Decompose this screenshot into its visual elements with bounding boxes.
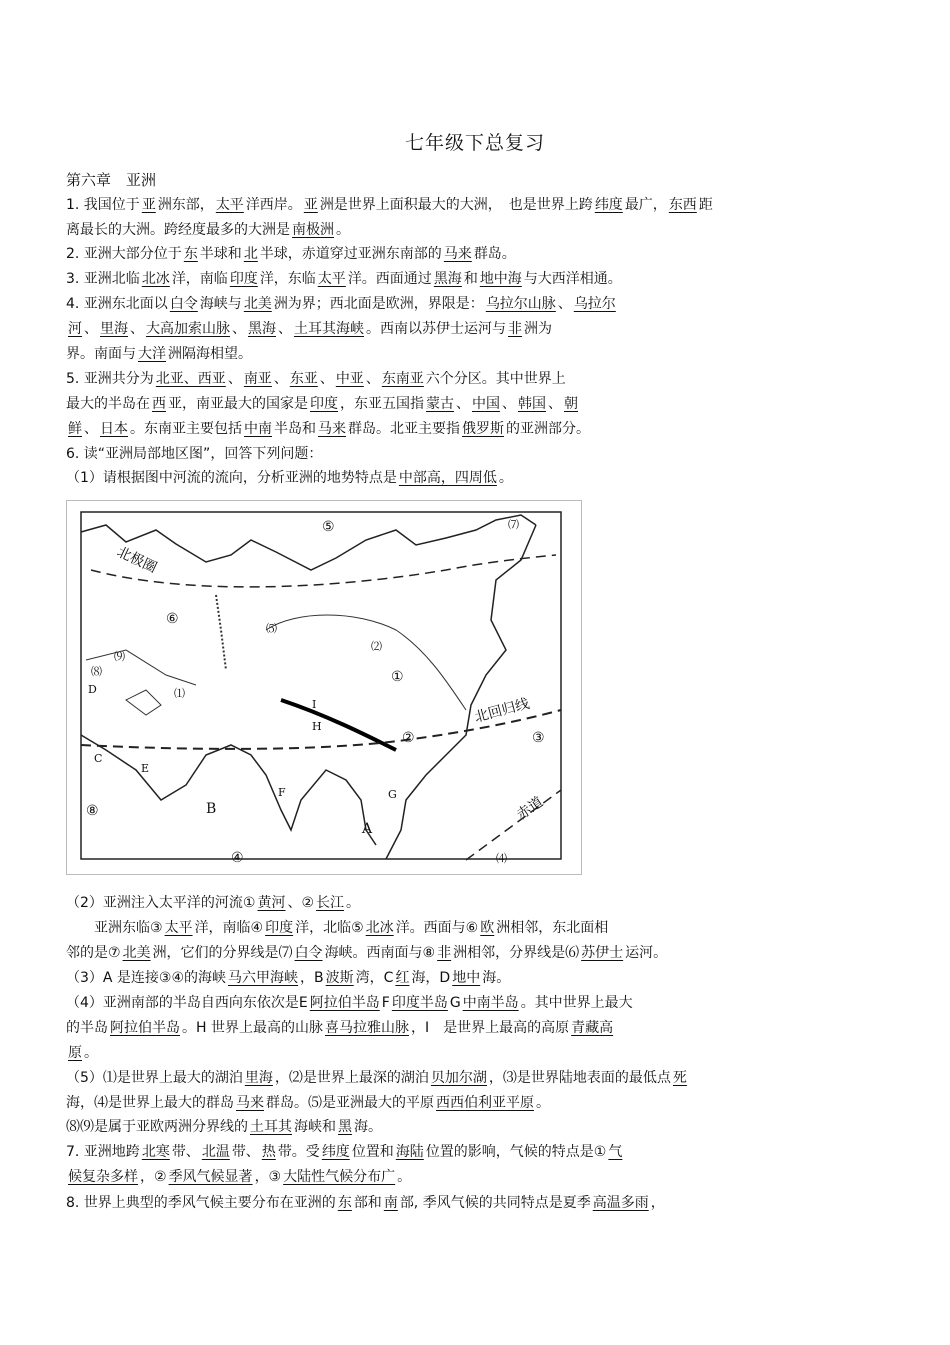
question-text: （4）亚洲南部的半岛自西向东依次是 (66, 995, 299, 1011)
question-text: （3）A 是连接③④的海峡 (66, 970, 227, 986)
answer-blank: 南亚 (243, 371, 272, 387)
question-line (66, 893, 884, 913)
question-text: （2）亚洲注入太平洋的河流① (66, 895, 256, 911)
question-text: 亚洲东临③ (66, 920, 163, 936)
answer-blank: 大高加索山脉 (146, 321, 230, 337)
answer-blank: 太平 (215, 197, 244, 213)
map-number: ⑧ (86, 803, 99, 819)
question-text: ，② (140, 1169, 167, 1185)
question-text: 位置和 (351, 1144, 394, 1160)
answer-blank: 高温多雨 (592, 1195, 649, 1211)
question-line (66, 294, 884, 314)
question-text: 、 (84, 321, 98, 337)
map-number: ③ (532, 730, 545, 746)
map-letter: A (362, 821, 373, 837)
question-text: 。 (84, 1045, 98, 1061)
question-line (66, 319, 884, 339)
answer-blank: 大陆性气候分布广 (283, 1169, 396, 1185)
question-text: 海。 (354, 1119, 382, 1135)
answer-blank: 地中海 (479, 271, 522, 287)
answer-blank: 土耳其 (250, 1119, 292, 1135)
question-text: 湾，C (355, 970, 394, 986)
question-text: 、 (319, 371, 334, 387)
map-letter: F (278, 786, 286, 799)
question-text: 洲是世界上面积最大的大洲， 也是世界上跨 (319, 197, 593, 213)
question-text: 2. 亚洲大部分位于 (66, 246, 182, 262)
answer-blank: 里海 (244, 1070, 273, 1086)
question-text: 的亚洲部分。 (506, 421, 590, 437)
question-line (66, 1093, 884, 1113)
question-text: 带。受 (277, 1144, 320, 1160)
question-line (66, 1018, 884, 1038)
question-text: 六个分区。其中世界上 (425, 371, 566, 387)
question-line (66, 968, 884, 988)
question-text: 洋，北临⑤ (295, 920, 364, 936)
question-line (66, 1117, 884, 1137)
question-text: ，③ (254, 1169, 282, 1185)
question-text: 、 (557, 296, 572, 312)
question-text: 洲相邻，分界线是⑹ (453, 945, 580, 961)
question-text: 洋，南临④ (194, 920, 264, 936)
question-text: 洲东部， (157, 197, 214, 213)
answer-blank: 河 (68, 321, 82, 337)
question-text: 、 (278, 321, 292, 337)
answer-blank: 印度 (310, 396, 338, 412)
answer-blank: 中南半岛 (462, 995, 519, 1011)
question-line (66, 1167, 884, 1187)
answer-blank: 南 (383, 1195, 398, 1211)
question-text: 、 (84, 421, 98, 437)
answer-blank: 季风气候显著 (168, 1169, 253, 1185)
map-letter: G (388, 788, 397, 801)
question-text: 、 (456, 396, 470, 412)
question-text: F (381, 995, 390, 1011)
question-line (66, 369, 884, 389)
answer-blank: 日本 (100, 421, 128, 437)
answer-blank: 里海 (100, 321, 128, 337)
question-text: 、② (287, 895, 315, 911)
answer-blank: 东亚 (289, 371, 318, 387)
answer-blank: 西 (152, 396, 166, 412)
question-text: 1. 我国位于 (66, 197, 140, 213)
question-text: 洋。西面与⑥ (395, 920, 479, 936)
answer-blank: 东 (183, 246, 198, 262)
answer-blank: 印度 (265, 920, 294, 936)
map-label-tropic: 北回归线 (472, 695, 532, 726)
answer-blank: 北寒 (141, 1144, 170, 1160)
question-text: 邻的是⑦ (66, 945, 121, 961)
answer-blank: 黑海 (433, 271, 462, 287)
answer-blank: 亚 (303, 197, 318, 213)
answer-blank: 原 (68, 1045, 82, 1061)
answer-blank: 喜马拉雅山脉 (324, 1020, 409, 1036)
question-text: 8. 世界上典型的季风气候主要分布在亚洲的 (66, 1195, 336, 1211)
answer-blank: 印度 (229, 271, 258, 287)
question-line (66, 394, 884, 414)
answer-blank: 北亚、西亚 (155, 371, 226, 387)
question-line (66, 468, 884, 488)
answer-blank: 土耳其海峡 (294, 321, 364, 337)
map-label-arctic-circle: 北极圈 (114, 544, 160, 577)
question-text: 半球，赤道穿过亚洲东南部的 (259, 246, 442, 262)
answer-blank: 热 (261, 1144, 276, 1160)
question-text: 、 (365, 371, 380, 387)
question-text: 海峡和 (294, 1119, 336, 1135)
question-text: 半球和 (199, 246, 242, 262)
map-letter: B (206, 801, 217, 817)
question-text: 4. 亚洲东北面以 (66, 296, 168, 312)
question-line (66, 444, 884, 464)
answer-blank: 欧 (480, 920, 495, 936)
answer-blank: 北冰 (141, 271, 170, 287)
answer-blank: 鲜 (68, 421, 82, 437)
question-text: 半岛和 (274, 421, 316, 437)
question-text: ， (650, 1195, 665, 1211)
question-text: 、 (227, 371, 242, 387)
map-number: ④ (231, 850, 244, 866)
answer-blank: 死 (672, 1070, 687, 1086)
question-text: 。 (346, 895, 361, 911)
answer-blank: 波斯 (325, 970, 354, 986)
question-text: 带、 (171, 1144, 200, 1160)
question-text: （5）⑴是世界上最大的湖泊 (66, 1070, 243, 1086)
question-text: 海峡与 (199, 296, 242, 312)
question-text: 群岛。北亚主要指 (348, 421, 460, 437)
map-letter: H (312, 720, 322, 733)
answer-blank: 东南亚 (381, 371, 424, 387)
question-line (66, 918, 884, 938)
answer-blank: 中南 (244, 421, 272, 437)
answer-blank: 黄河 (257, 895, 286, 911)
question-text: 洲为 (524, 321, 552, 337)
question-text: G (449, 995, 461, 1011)
answer-blank: 北温 (201, 1144, 230, 1160)
question-line (66, 1043, 884, 1063)
question-text: 海，D (411, 970, 451, 986)
map-number: ⑸ (266, 622, 277, 635)
map-number: ① (391, 669, 404, 685)
answer-blank: 红 (395, 970, 410, 986)
question-text: 群岛。 (473, 246, 516, 262)
answer-blank: 北美 (122, 945, 151, 961)
question-text: 。东南亚主要包括 (130, 421, 242, 437)
answer-blank: 朝 (564, 396, 578, 412)
answer-blank: 非 (508, 321, 522, 337)
map-number: ⑵ (371, 640, 382, 653)
question-text: 5. 亚洲共分为 (66, 371, 154, 387)
answer-blank: 西西伯利亚平原 (436, 1095, 534, 1111)
question-text: 。 (336, 222, 350, 238)
question-text: 海，⑷是世界上最大的群岛 (66, 1095, 234, 1111)
question-text: 。 (498, 470, 513, 486)
question-line (66, 269, 884, 289)
map-number: ⑤ (322, 519, 335, 535)
answer-blank: 乌拉尔山脉 (485, 296, 556, 312)
question-text: 7. 亚洲地跨 (66, 1144, 140, 1160)
answer-blank: 北美 (243, 296, 272, 312)
answer-blank: 气 (608, 1144, 623, 1160)
answer-blank: 苏伊士 (581, 945, 624, 961)
answer-blank: 阿拉伯半岛 (309, 995, 380, 1011)
question-text: 洋。西面通过 (347, 271, 432, 287)
question-text: 部, 季风气候的共同特点是夏季 (399, 1195, 591, 1211)
question-text: ，I 是世界上最高的高原 (410, 1020, 570, 1036)
question-line (66, 1142, 884, 1162)
question-text: 部和 (353, 1195, 382, 1211)
question-text: 运河。 (625, 945, 668, 961)
answer-blank: 南极洲 (292, 222, 334, 238)
answer-blank: 东西 (668, 197, 697, 213)
answer-blank: 阿拉伯半岛 (110, 1020, 180, 1036)
answer-blank: 黑 (338, 1119, 352, 1135)
question-text: 洋，南临 (171, 271, 228, 287)
question-text: 的半岛 (66, 1020, 108, 1036)
answer-blank: 马来 (443, 246, 472, 262)
answer-blank: 中国 (472, 396, 500, 412)
answer-blank: 亚 (141, 197, 156, 213)
question-text: 。H 世界上最高的山脉 (182, 1020, 323, 1036)
question-text: 。西南以苏伊士运河与 (366, 321, 506, 337)
question-text: ⑻⑼是属于亚欧两洲分界线的 (66, 1119, 248, 1135)
map-number: ⑷ (496, 852, 507, 865)
question-text: 洲隔海相望。 (168, 346, 252, 362)
answer-blank: 贝加尔湖 (430, 1070, 487, 1086)
question-text: ，东亚五国指 (340, 396, 424, 412)
question-line (66, 344, 884, 364)
question-text: 和 (463, 271, 478, 287)
answer-blank: 蒙古 (426, 396, 454, 412)
answer-blank: 太平 (164, 920, 193, 936)
question-line (66, 220, 884, 240)
answer-blank: 韩国 (518, 396, 546, 412)
answer-blank: 马六甲海峡 (228, 970, 299, 986)
question-text: 6. 读“亚洲局部地区图”，回答下列问题： (66, 446, 323, 462)
question-text: 洲相邻，东北面相 (496, 920, 609, 936)
question-text: 最广， (624, 197, 667, 213)
question-text: 界。南面与 (66, 346, 136, 362)
map-number: ⑺ (508, 518, 519, 531)
question-text: 。 (397, 1169, 412, 1185)
question-text: 群岛。⑸是亚洲最大的平原 (266, 1095, 434, 1111)
map-number: ⑻ (91, 665, 102, 678)
answer-blank: 纬度 (594, 197, 623, 213)
question-line (66, 943, 884, 963)
answer-blank: 非 (437, 945, 452, 961)
answer-blank: 大洋 (138, 346, 166, 362)
map-letter: I (312, 698, 317, 711)
question-text: 洋西岸。 (245, 197, 302, 213)
question-text: 与大西洋相通。 (523, 271, 622, 287)
answer-blank: 白令 (169, 296, 198, 312)
question-text: 、 (273, 371, 288, 387)
answer-blank: 太平 (317, 271, 346, 287)
map-number: ⑴ (174, 687, 185, 700)
map-letter: D (88, 683, 97, 696)
answer-blank: 东 (337, 1195, 352, 1211)
question-text: 距 (698, 197, 713, 213)
question-line (66, 195, 884, 215)
question-text: （1）请根据图中河流的流向，分析亚洲的地势特点是 (66, 470, 397, 486)
question-line (66, 1068, 884, 1088)
answer-blank: 长江 (316, 895, 345, 911)
question-text: 、 (130, 321, 144, 337)
answer-blank: 中亚 (335, 371, 364, 387)
map-number: ② (402, 730, 415, 746)
question-text: 、 (502, 396, 516, 412)
question-text: 带、 (231, 1144, 260, 1160)
question-text: ，⑵是世界上最深的湖泊 (274, 1070, 429, 1086)
asia-map (66, 500, 582, 875)
map-letter: E (141, 762, 150, 775)
answer-blank: 马来 (236, 1095, 264, 1111)
answer-blank: 候复杂多样 (68, 1169, 138, 1185)
map-number: ⑥ (166, 611, 179, 627)
chapter-heading: 第六章 亚洲 (66, 171, 157, 189)
question-text: ，⑶是世界陆地表面的最低点 (488, 1070, 671, 1086)
page-title: 七年级下总复习 (404, 132, 545, 154)
answer-blank: 北冰 (365, 920, 394, 936)
question-text: ，B (300, 970, 324, 986)
question-text: 位置的影响，气候的特点是① (425, 1144, 607, 1160)
answer-blank: 地中 (452, 970, 481, 986)
answer-blank: 海陆 (395, 1144, 424, 1160)
question-text: 3. 亚洲北临 (66, 271, 140, 287)
answer-blank: 北 (243, 246, 258, 262)
question-text: 洋，东临 (259, 271, 316, 287)
answer-blank: 青藏高 (571, 1020, 614, 1036)
question-line (66, 244, 884, 264)
answer-blank: 俄罗斯 (462, 421, 504, 437)
map-label-equator: 赤道 (514, 794, 547, 824)
question-text: 、 (548, 396, 562, 412)
answer-blank: 纬度 (321, 1144, 350, 1160)
map-number: ⑼ (114, 650, 125, 663)
question-text: 海。 (482, 970, 511, 986)
question-text: 亚，南亚最大的国家是 (168, 396, 308, 412)
answer-blank: 白令 (294, 945, 323, 961)
question-text: E (298, 995, 308, 1011)
answer-blank: 乌拉尔 (573, 296, 616, 312)
answer-blank: 中部高，四周低 (398, 470, 497, 486)
question-text: 洲，它们的分界线是⑺ (152, 945, 293, 961)
question-text: 、 (232, 321, 246, 337)
question-text: 海峡。西南面与⑧ (324, 945, 436, 961)
answer-blank: 黑海 (248, 321, 276, 337)
map-letter: C (94, 752, 103, 765)
answer-blank: 印度半岛 (391, 995, 448, 1011)
answer-blank: 马来 (318, 421, 346, 437)
question-line (66, 993, 884, 1013)
question-line (66, 419, 884, 439)
question-text: 最大的半岛在 (66, 396, 150, 412)
question-line (66, 1193, 884, 1213)
question-text: 洲为界；西北面是欧洲，界限是： (273, 296, 484, 312)
question-text: 。 (536, 1095, 550, 1111)
question-text: 。其中世界上最大 (520, 995, 633, 1011)
question-text: 离最长的大洲。跨经度最多的大洲是 (66, 222, 290, 238)
